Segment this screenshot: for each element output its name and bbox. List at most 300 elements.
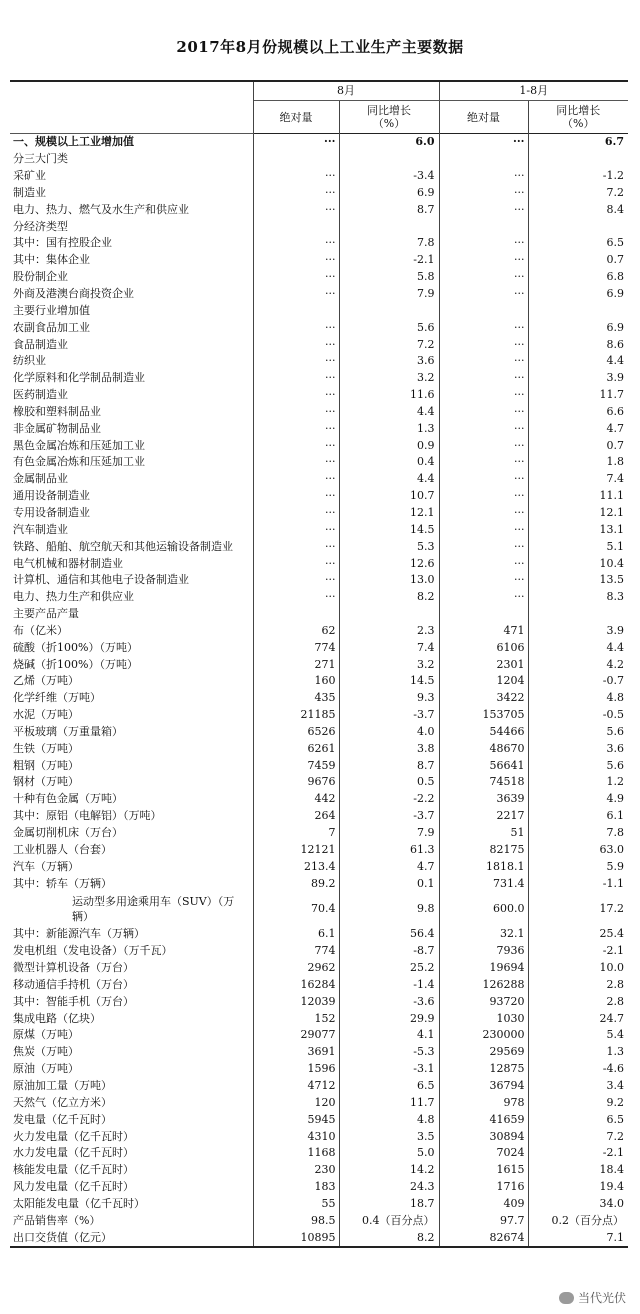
ytd-abs-cell: 3422	[439, 690, 528, 707]
aug-abs-cell: 271	[253, 656, 339, 673]
aug-abs-cell: 774	[253, 639, 339, 656]
ytd-abs-cell: 7936	[439, 943, 528, 960]
aug-abs-cell: 5945	[253, 1111, 339, 1128]
table-row	[10, 134, 628, 151]
table-row	[10, 168, 628, 185]
ytd-abs-cell: ···	[439, 387, 528, 404]
table-row	[10, 707, 628, 724]
row-label: 其中：原铝（电解铝）（万吨）	[10, 808, 253, 825]
aug-yoy-cell: 7.8	[339, 235, 439, 252]
table-row	[10, 505, 628, 522]
aug-abs-cell: ···	[253, 387, 339, 404]
aug-abs-cell: 230	[253, 1162, 339, 1179]
ytd-yoy-cell: 0.2（百分点）	[551, 1213, 624, 1227]
ytd-yoy-cell: 5.4	[606, 1028, 624, 1042]
ytd-yoy-cell: 10.0	[599, 961, 624, 975]
row-label: 核能发电量（亿千瓦时）	[10, 1162, 253, 1179]
row-label: 火力发电量（亿千瓦时）	[10, 1128, 253, 1145]
aug-abs-cell: 12039	[253, 993, 339, 1010]
table-row	[10, 1061, 628, 1078]
table-row	[10, 993, 628, 1010]
row-label: 工业机器人（台套）	[10, 841, 253, 858]
ytd-abs-cell: ···	[439, 168, 528, 185]
table-row	[10, 690, 628, 707]
aug-abs-cell: 98.5	[253, 1212, 339, 1229]
header-ytd: 1-8月	[439, 81, 628, 101]
aug-yoy-cell: 18.7	[339, 1195, 439, 1212]
ytd-abs-cell: 731.4	[439, 875, 528, 892]
table-row	[10, 471, 628, 488]
ytd-abs-cell: 3639	[439, 791, 528, 808]
table-row	[10, 1195, 628, 1212]
row-label: 风力发电量（亿千瓦时）	[10, 1179, 253, 1196]
ytd-abs-cell: ···	[439, 555, 528, 572]
table-row	[10, 656, 628, 673]
row-label: 制造业	[10, 185, 253, 202]
header-ytd-yoy: 同比增长 （%）	[556, 104, 601, 130]
row-label: 其中：轿车（万辆）	[10, 875, 253, 892]
aug-yoy-cell: 5.6	[339, 319, 439, 336]
ytd-yoy-cell: -0.7	[602, 674, 624, 688]
table-row	[10, 858, 628, 875]
row-label: 采矿业	[10, 168, 253, 185]
ytd-yoy-cell: 8.3	[606, 590, 624, 604]
aug-yoy-cell	[339, 606, 439, 623]
aug-yoy-cell: 13.0	[339, 572, 439, 589]
table-row	[10, 943, 628, 960]
row-label: 其中：新能源汽车（万辆）	[10, 926, 253, 943]
aug-yoy-cell: -5.3	[339, 1044, 439, 1061]
header-ytd-abs: 绝对量	[439, 101, 528, 134]
row-label: 水泥（万吨）	[10, 707, 253, 724]
table-row	[10, 521, 628, 538]
ytd-abs-cell: 97.7	[439, 1212, 528, 1229]
aug-yoy-cell: 7.4	[339, 639, 439, 656]
table-row	[10, 538, 628, 555]
table-row	[10, 454, 628, 471]
aug-yoy-cell: -8.7	[339, 943, 439, 960]
ytd-yoy-cell: 4.4	[606, 354, 624, 368]
aug-abs-cell: 12121	[253, 841, 339, 858]
row-label: 平板玻璃（万重量箱）	[10, 724, 253, 741]
row-label: 黑色金属冶炼和压延加工业	[10, 437, 253, 454]
aug-yoy-cell: 6.0	[339, 134, 439, 151]
table-row	[10, 151, 628, 168]
row-label: 主要产品产量	[10, 606, 253, 623]
table-row	[10, 1128, 628, 1145]
ytd-yoy-cell: 6.6	[606, 404, 624, 418]
aug-abs-cell: ···	[253, 185, 339, 202]
ytd-yoy-cell: 6.7	[604, 135, 624, 149]
table-row	[10, 1212, 628, 1229]
row-label: 水力发电量（亿千瓦时）	[10, 1145, 253, 1162]
ytd-yoy-cell: 63.0	[599, 842, 624, 856]
aug-abs-cell: 6261	[253, 740, 339, 757]
ytd-abs-cell: ···	[439, 589, 528, 606]
ytd-abs-cell: 93720	[439, 993, 528, 1010]
header-indicator	[10, 81, 253, 134]
row-label: 外商及港澳台商投资企业	[10, 286, 253, 303]
aug-yoy-cell: 3.5	[339, 1128, 439, 1145]
ytd-abs-cell: ···	[439, 454, 528, 471]
table-row	[10, 892, 628, 926]
aug-yoy-cell: 0.1	[339, 875, 439, 892]
ytd-abs-cell: 29569	[439, 1044, 528, 1061]
row-label: 乙烯（万吨）	[10, 673, 253, 690]
ytd-yoy-cell: 6.9	[606, 320, 624, 334]
aug-yoy-cell: -3.6	[339, 993, 439, 1010]
aug-abs-cell: 213.4	[253, 858, 339, 875]
aug-yoy-cell: 5.8	[339, 269, 439, 286]
table-row	[10, 791, 628, 808]
ytd-abs-cell: ···	[439, 521, 528, 538]
aug-yoy-cell: 12.6	[339, 555, 439, 572]
row-label: 其中：集体企业	[10, 252, 253, 269]
aug-yoy-cell: 3.2	[339, 370, 439, 387]
ytd-abs-cell	[439, 218, 528, 235]
aug-yoy-cell: -3.7	[339, 808, 439, 825]
ytd-yoy-cell: 11.7	[599, 388, 624, 402]
aug-yoy-cell: 9.3	[339, 690, 439, 707]
ytd-yoy-cell: 8.6	[606, 337, 624, 351]
row-label: 主要行业增加值	[10, 302, 253, 319]
aug-abs-cell: ···	[253, 201, 339, 218]
aug-abs-cell: ···	[253, 336, 339, 353]
aug-yoy-cell	[339, 302, 439, 319]
table-row	[10, 1078, 628, 1095]
ytd-yoy-cell: -2.1	[602, 1146, 624, 1160]
aug-abs-cell: 89.2	[253, 875, 339, 892]
row-label: 金属切削机床（万台）	[10, 825, 253, 842]
ytd-abs-cell: 409	[439, 1195, 528, 1212]
aug-abs-cell: ···	[253, 134, 339, 151]
ytd-yoy-cell: 7.2	[606, 185, 624, 199]
ytd-yoy-cell: 3.9	[606, 623, 624, 637]
ytd-yoy-cell: 25.4	[599, 927, 624, 941]
ytd-abs-cell: ···	[439, 572, 528, 589]
ytd-abs-cell: ···	[439, 134, 528, 151]
header-aug-abs: 绝对量	[253, 101, 339, 134]
aug-abs-cell: ···	[253, 521, 339, 538]
table-body	[10, 134, 628, 1248]
ytd-abs-cell: 82674	[439, 1229, 528, 1247]
ytd-abs-cell: 12875	[439, 1061, 528, 1078]
table-row	[10, 387, 628, 404]
aug-yoy-cell: 8.7	[339, 201, 439, 218]
aug-yoy-cell: 12.1	[339, 505, 439, 522]
ytd-yoy-cell: 9.2	[606, 1095, 624, 1109]
aug-abs-cell: ···	[253, 235, 339, 252]
ytd-yoy-cell: -1.2	[602, 169, 624, 183]
ytd-abs-cell: ···	[439, 319, 528, 336]
aug-abs-cell: ···	[253, 286, 339, 303]
ytd-abs-cell: ···	[439, 488, 528, 505]
ytd-yoy-cell: 1.2	[606, 775, 624, 789]
row-label: 运动型多用途乘用车（SUV）（万辆）	[10, 892, 253, 926]
table-row	[10, 960, 628, 977]
ytd-yoy-cell: 34.0	[599, 1196, 624, 1210]
aug-yoy-cell: 3.8	[339, 740, 439, 757]
row-label: 通用设备制造业	[10, 488, 253, 505]
row-label: 有色金属冶炼和压延加工业	[10, 454, 253, 471]
aug-yoy-cell: 7.9	[339, 825, 439, 842]
ytd-yoy-cell: 17.2	[599, 902, 624, 916]
ytd-abs-cell	[439, 302, 528, 319]
aug-abs-cell: ···	[253, 454, 339, 471]
ytd-abs-cell: 48670	[439, 740, 528, 757]
table-row	[10, 757, 628, 774]
ytd-abs-cell: 471	[439, 622, 528, 639]
ytd-yoy-cell: 6.1	[606, 809, 624, 823]
ytd-abs-cell: ···	[439, 404, 528, 421]
table-row	[10, 302, 628, 319]
aug-yoy-cell: 6.5	[339, 1078, 439, 1095]
row-label: 电力、热力、燃气及水生产和供应业	[10, 201, 253, 218]
aug-yoy-cell: -2.1	[339, 252, 439, 269]
aug-abs-cell: ···	[253, 488, 339, 505]
ytd-yoy-cell: 6.5	[606, 236, 624, 250]
aug-abs-cell: 9676	[253, 774, 339, 791]
row-label: 原油（万吨）	[10, 1061, 253, 1078]
aug-abs-cell: 264	[253, 808, 339, 825]
ytd-yoy-cell: -1.1	[602, 876, 624, 890]
ytd-abs-cell: 54466	[439, 724, 528, 741]
aug-abs-cell: ···	[253, 555, 339, 572]
row-label: 分三大门类	[10, 151, 253, 168]
table-row	[10, 1162, 628, 1179]
aug-yoy-cell: 7.9	[339, 286, 439, 303]
ytd-abs-cell: ···	[439, 286, 528, 303]
aug-yoy-cell: 9.8	[339, 892, 439, 926]
aug-abs-cell: ···	[253, 437, 339, 454]
row-label: 集成电路（亿块）	[10, 1010, 253, 1027]
aug-abs-cell: 183	[253, 1179, 339, 1196]
row-label: 股份制企业	[10, 269, 253, 286]
table-row	[10, 724, 628, 741]
ytd-abs-cell: ···	[439, 471, 528, 488]
table-row	[10, 774, 628, 791]
ytd-abs-cell: 153705	[439, 707, 528, 724]
aug-yoy-cell: 14.5	[339, 521, 439, 538]
aug-yoy-cell: -2.2	[339, 791, 439, 808]
row-label: 化学原料和化学制品制造业	[10, 370, 253, 387]
ytd-yoy-cell: 12.1	[599, 505, 624, 519]
table-row	[10, 336, 628, 353]
aug-yoy-cell: 61.3	[339, 841, 439, 858]
row-label: 原油加工量（万吨）	[10, 1078, 253, 1095]
row-label: 天然气（亿立方米）	[10, 1094, 253, 1111]
ytd-yoy-cell: 4.7	[606, 421, 624, 435]
row-label: 化学纤维（万吨）	[10, 690, 253, 707]
aug-abs-cell: 4310	[253, 1128, 339, 1145]
ytd-yoy-cell: 1.3	[606, 1045, 624, 1059]
ytd-abs-cell: ···	[439, 201, 528, 218]
aug-abs-cell: ···	[253, 471, 339, 488]
ytd-abs-cell	[439, 606, 528, 623]
aug-yoy-cell: 4.1	[339, 1027, 439, 1044]
table-row	[10, 740, 628, 757]
ytd-yoy-cell: 11.1	[599, 489, 624, 503]
aug-yoy-cell: 7.2	[339, 336, 439, 353]
aug-yoy-cell: 8.2	[339, 1229, 439, 1247]
aug-abs-cell: 435	[253, 690, 339, 707]
aug-abs-cell: ···	[253, 353, 339, 370]
ytd-yoy-cell: 3.6	[606, 741, 624, 755]
aug-abs-cell	[253, 302, 339, 319]
row-label: 烧碱（折100%）（万吨）	[10, 656, 253, 673]
aug-abs-cell: 3691	[253, 1044, 339, 1061]
ytd-yoy-cell: 6.5	[606, 1112, 624, 1126]
table-row	[10, 353, 628, 370]
row-label: 非金属矿物制品业	[10, 420, 253, 437]
table-row	[10, 1044, 628, 1061]
aug-yoy-cell: -1.4	[339, 977, 439, 994]
row-label: 微型计算机设备（万台）	[10, 960, 253, 977]
aug-yoy-cell: 3.6	[339, 353, 439, 370]
ytd-abs-cell: 74518	[439, 774, 528, 791]
table-row	[10, 404, 628, 421]
aug-abs-cell: 1168	[253, 1145, 339, 1162]
table-row	[10, 252, 628, 269]
row-label: 分经济类型	[10, 218, 253, 235]
aug-yoy-cell	[339, 218, 439, 235]
aug-abs-cell: 29077	[253, 1027, 339, 1044]
row-label: 钢材（万吨）	[10, 774, 253, 791]
ytd-yoy-cell	[528, 606, 628, 623]
ytd-abs-cell: 36794	[439, 1078, 528, 1095]
row-label: 产品销售率（%）	[10, 1212, 253, 1229]
table-row	[10, 286, 628, 303]
ytd-abs-cell: 230000	[439, 1027, 528, 1044]
table-row	[10, 1145, 628, 1162]
ytd-yoy-cell: 4.8	[606, 691, 624, 705]
ytd-yoy-cell: 1.8	[606, 455, 624, 469]
ytd-abs-cell: 2301	[439, 656, 528, 673]
aug-abs-cell: 6526	[253, 724, 339, 741]
ytd-abs-cell: 19694	[439, 960, 528, 977]
ytd-abs-cell	[439, 151, 528, 168]
aug-abs-cell	[253, 218, 339, 235]
aug-yoy-cell: -3.7	[339, 707, 439, 724]
aug-abs-cell: ···	[253, 168, 339, 185]
table-row	[10, 370, 628, 387]
aug-abs-cell: ···	[253, 252, 339, 269]
table-row	[10, 1179, 628, 1196]
table-row	[10, 622, 628, 639]
ytd-yoy-cell: 6.9	[606, 287, 624, 301]
ytd-yoy-cell: 5.1	[606, 539, 624, 553]
aug-yoy-cell: 0.4（百分点）	[339, 1212, 439, 1229]
ytd-yoy-cell: 4.9	[606, 792, 624, 806]
aug-yoy-cell	[339, 151, 439, 168]
row-label: 其中：国有控股企业	[10, 235, 253, 252]
table-row	[10, 1094, 628, 1111]
aug-yoy-cell: 2.3	[339, 622, 439, 639]
aug-abs-cell: 442	[253, 791, 339, 808]
ytd-abs-cell: ···	[439, 505, 528, 522]
aug-yoy-cell: 0.9	[339, 437, 439, 454]
row-label: 纺织业	[10, 353, 253, 370]
ytd-abs-cell: ···	[439, 437, 528, 454]
ytd-yoy-cell: 8.4	[606, 202, 624, 216]
row-label: 铁路、船舶、航空航天和其他运输设备制造业	[10, 538, 253, 555]
aug-yoy-cell: 8.7	[339, 757, 439, 774]
row-label: 生铁（万吨）	[10, 740, 253, 757]
ytd-abs-cell: 32.1	[439, 926, 528, 943]
aug-yoy-cell: 0.5	[339, 774, 439, 791]
ytd-abs-cell: ···	[439, 185, 528, 202]
aug-yoy-cell: 1.3	[339, 420, 439, 437]
ytd-abs-cell: ···	[439, 269, 528, 286]
row-label: 农副食品加工业	[10, 319, 253, 336]
aug-yoy-cell: 14.5	[339, 673, 439, 690]
ytd-yoy-cell: 0.7	[606, 438, 624, 452]
table-row	[10, 673, 628, 690]
ytd-abs-cell: 82175	[439, 841, 528, 858]
row-label: 医药制造业	[10, 387, 253, 404]
aug-yoy-cell: 11.6	[339, 387, 439, 404]
ytd-abs-cell: 6106	[439, 639, 528, 656]
ytd-yoy-cell: 5.6	[606, 758, 624, 772]
ytd-abs-cell: 30894	[439, 1128, 528, 1145]
aug-abs-cell: 21185	[253, 707, 339, 724]
table-row	[10, 875, 628, 892]
aug-abs-cell: 70.4	[253, 892, 339, 926]
table-row	[10, 437, 628, 454]
table-row	[10, 808, 628, 825]
aug-abs-cell: 55	[253, 1195, 339, 1212]
ytd-abs-cell: ···	[439, 420, 528, 437]
wechat-icon	[559, 1292, 574, 1304]
aug-abs-cell: ···	[253, 319, 339, 336]
row-label: 计算机、通信和其他电子设备制造业	[10, 572, 253, 589]
ytd-yoy-cell: 13.1	[599, 522, 624, 536]
aug-yoy-cell: 14.2	[339, 1162, 439, 1179]
ytd-abs-cell: 1818.1	[439, 858, 528, 875]
table-row	[10, 201, 628, 218]
row-label: 汽车（万辆）	[10, 858, 253, 875]
table-header	[10, 81, 628, 134]
watermark	[559, 1289, 626, 1306]
row-label: 电气机械和器材制造业	[10, 555, 253, 572]
ytd-yoy-cell: 7.2	[606, 1129, 624, 1143]
aug-abs-cell: 774	[253, 943, 339, 960]
table-row	[10, 1027, 628, 1044]
ytd-yoy-cell: 4.2	[606, 657, 624, 671]
aug-yoy-cell: 4.4	[339, 404, 439, 421]
ytd-yoy-cell: 5.6	[606, 724, 624, 738]
row-label: 粗钢（万吨）	[10, 757, 253, 774]
ytd-abs-cell: ···	[439, 370, 528, 387]
aug-abs-cell: ···	[253, 589, 339, 606]
ytd-abs-cell: 41659	[439, 1111, 528, 1128]
aug-abs-cell: ···	[253, 370, 339, 387]
ytd-yoy-cell: 13.5	[599, 573, 624, 587]
row-label: 十种有色金属（万吨）	[10, 791, 253, 808]
table-row	[10, 1111, 628, 1128]
row-label: 移动通信手持机（万台）	[10, 977, 253, 994]
table-row	[10, 977, 628, 994]
aug-yoy-cell: 10.7	[339, 488, 439, 505]
ytd-abs-cell: 2217	[439, 808, 528, 825]
aug-yoy-cell: 4.0	[339, 724, 439, 741]
table-row	[10, 269, 628, 286]
ytd-abs-cell: ···	[439, 252, 528, 269]
row-label: 布（亿米）	[10, 622, 253, 639]
aug-yoy-cell: -3.4	[339, 168, 439, 185]
aug-abs-cell: 16284	[253, 977, 339, 994]
aug-yoy-cell: 24.3	[339, 1179, 439, 1196]
